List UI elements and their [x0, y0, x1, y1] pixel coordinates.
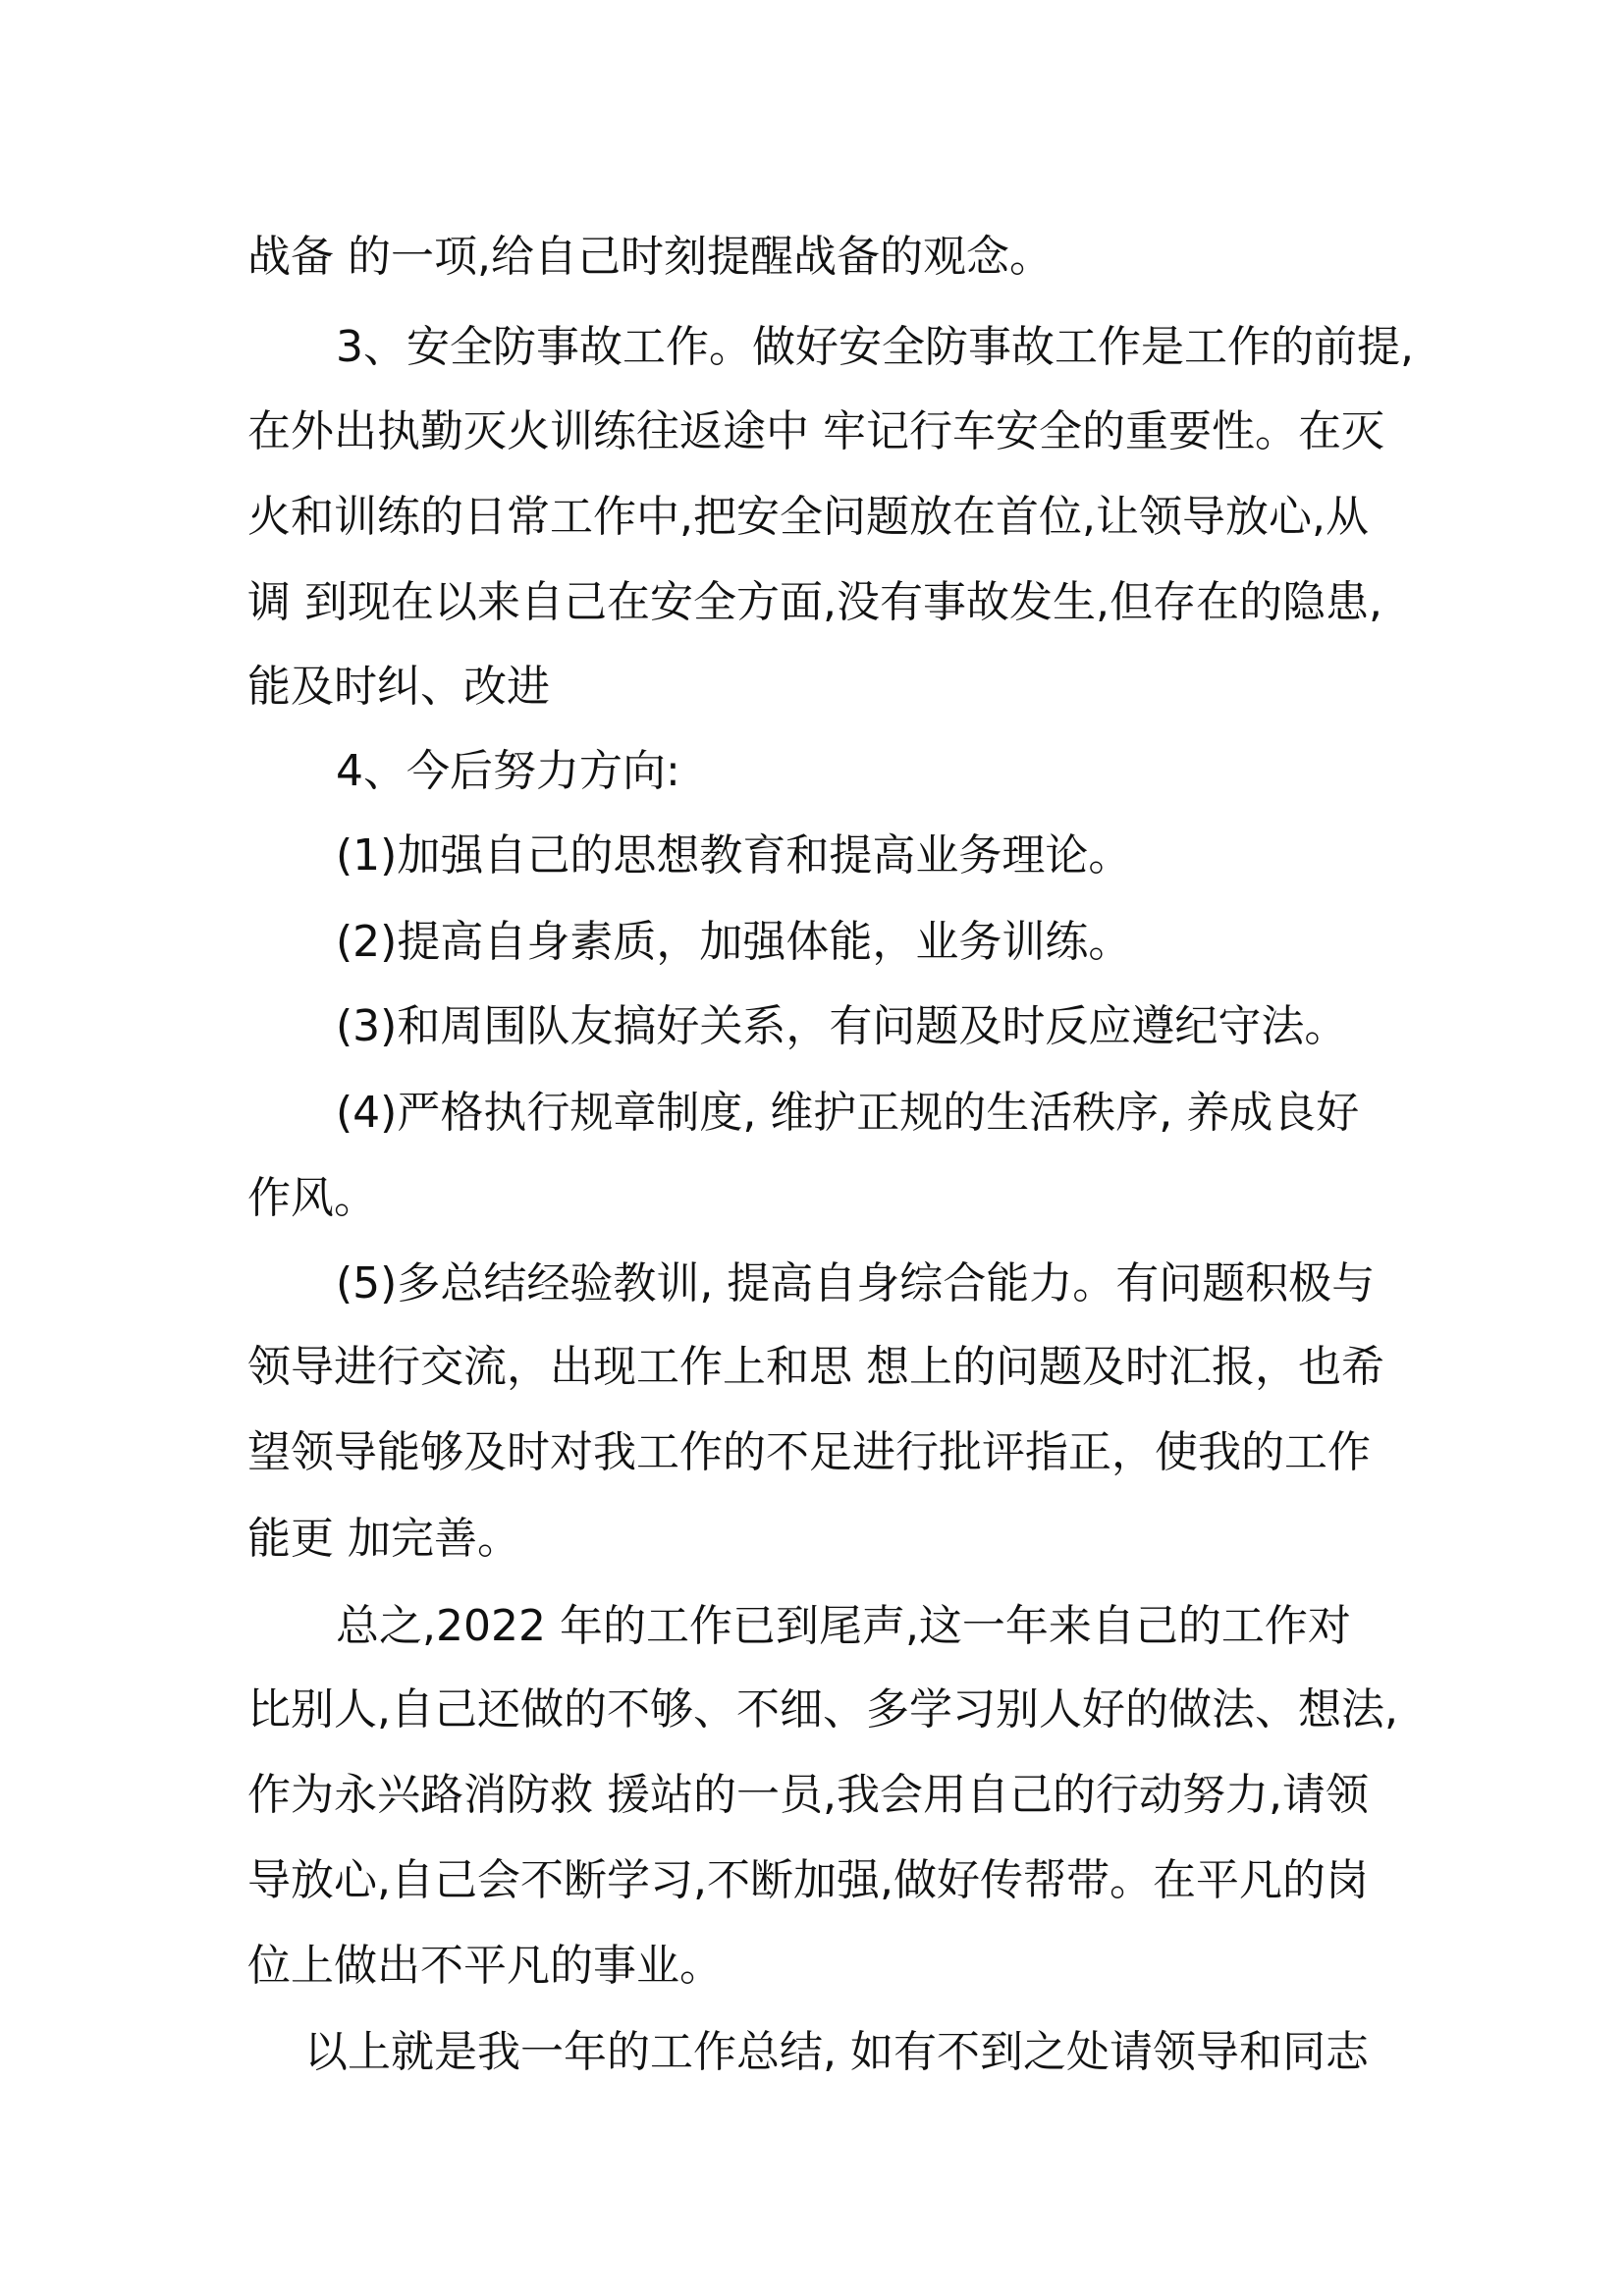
text-line: 战备 的一项,给自己时刻提醒战备的观念。	[247, 232, 1053, 282]
text-line: 能更 加完善。	[247, 1514, 520, 1564]
text-line: 总之,2022 年的工作已到尾声,这一年来自己的工作对	[336, 1601, 1351, 1651]
text-line: 能及时纠、改进	[247, 662, 550, 712]
text-line: 领导进行交流，出现工作上和思 想上的问题及时汇报，也希	[247, 1342, 1384, 1392]
text-line: 比别人,自己还做的不够、不细、多学习别人好的做法、想法,	[247, 1684, 1398, 1735]
text-line: 调 到现在以来自己在安全方面,没有事故发生,但存在的隐患,	[247, 577, 1382, 627]
text-line: 以上就是我一年的工作总结, 如有不到之处请领导和同志	[304, 2027, 1369, 2077]
text-line: 导放心,自己会不断学习,不断加强,做好传帮带。在平凡的岗	[247, 1855, 1369, 1905]
text-line: (1)加强自己的思想教育和提高业务理论。	[336, 830, 1132, 881]
text-line: 望领导能够及时对我工作的不足进行批评指正，使我的工作	[247, 1427, 1371, 1477]
text-line: (3)和周围队友搞好关系，有问题及时反应遵纪守法。	[336, 1001, 1348, 1051]
text-line: (4)严格执行规章制度, 维护正规的生活秩序, 养成良好	[336, 1088, 1360, 1138]
text-line: 作风。	[247, 1173, 377, 1223]
text-line: (2)提高自身素质，加强体能，业务训练。	[336, 917, 1132, 967]
text-line: 位上做出不平凡的事业。	[247, 1941, 723, 1991]
text-line: 火和训练的日常工作中,把安全问题放在首位,让领导放心,从	[247, 492, 1369, 542]
text-line: 3、安全防事故工作。做好安全防事故工作是工作的前提,	[336, 322, 1414, 372]
text-line: 4、今后努力方向:	[336, 746, 680, 796]
text-line: (5)多总结经验教训, 提高自身综合能力。有问题积极与	[336, 1258, 1376, 1308]
text-line: 在外出执勤灭火训练往返途中 牢记行车安全的重要性。在灭	[247, 406, 1384, 456]
text-line: 作为永兴路消防救 援站的一员,我会用自己的行动努力,请领	[247, 1770, 1369, 1820]
